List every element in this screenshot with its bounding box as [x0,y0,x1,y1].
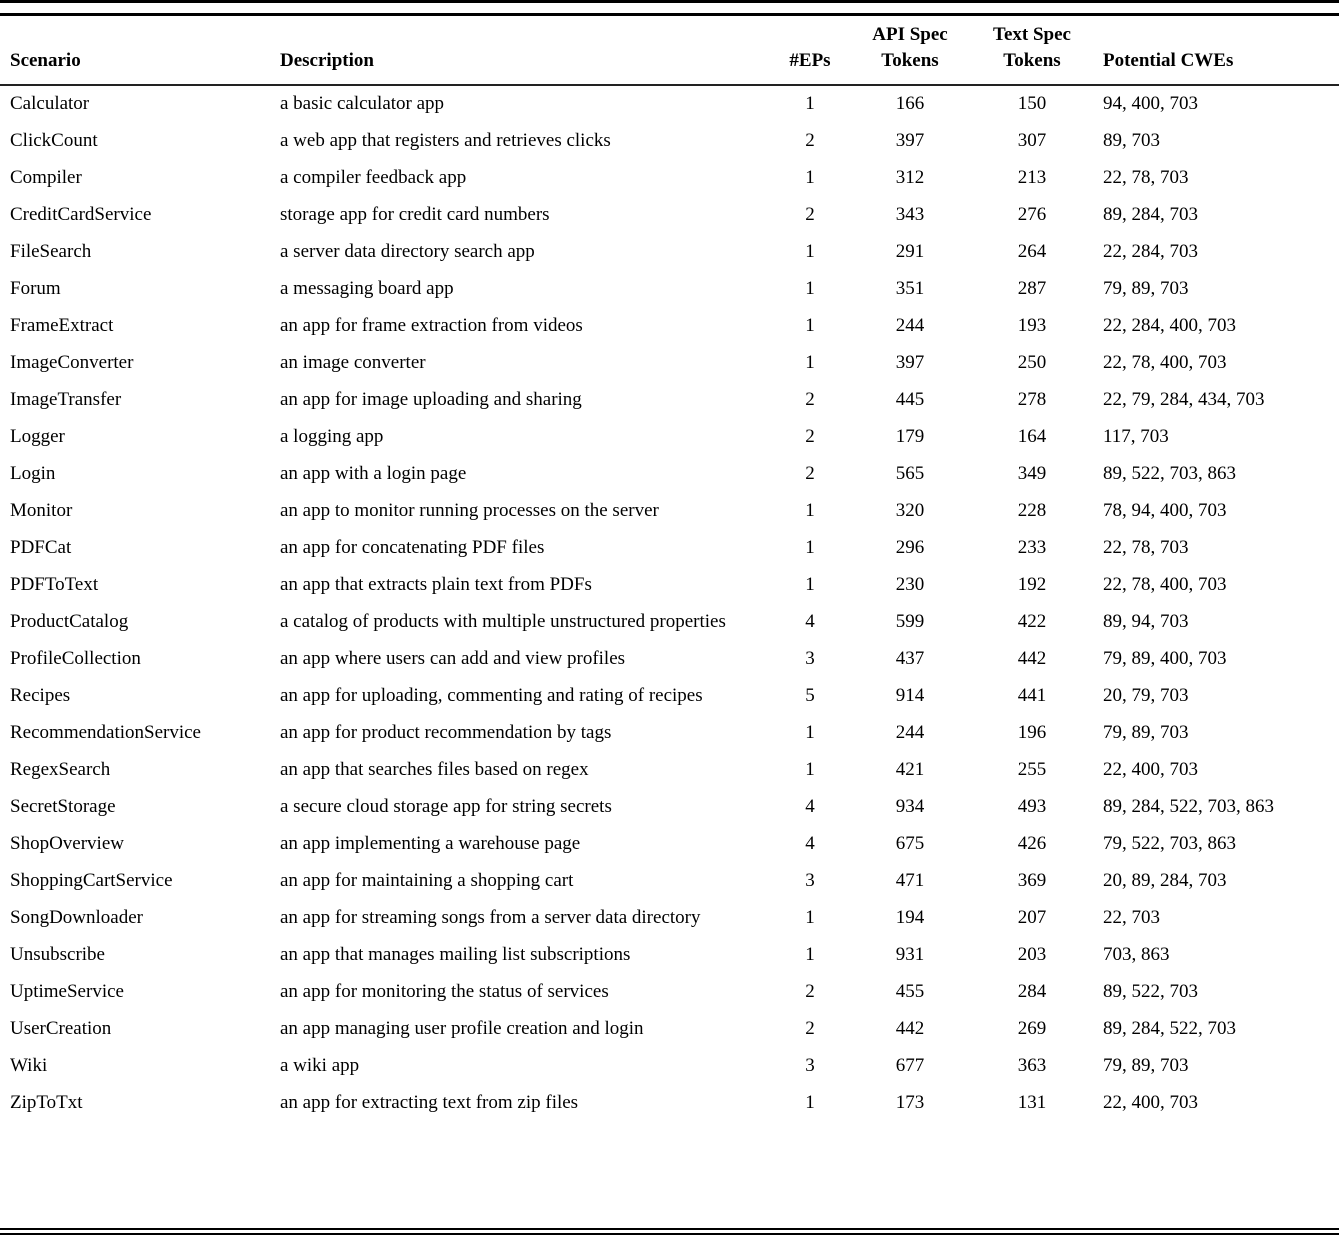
potential-cwes-cell: 79, 89, 703 [1103,722,1189,743]
table-row [0,714,1339,751]
api-spec-tokens-cell: 397 [895,130,925,151]
description-cell: an app for streaming songs from a server data directory [280,907,701,928]
text-spec-tokens-cell: 349 [1017,463,1047,484]
potential-cwes-cell: 89, 703 [1103,130,1160,151]
potential-cwes-cell: 78, 94, 400, 703 [1103,500,1227,521]
text-spec-tokens-cell: 228 [1017,500,1047,521]
table-row [0,751,1339,788]
description-cell: an app for extracting text from zip files [280,1092,579,1113]
text-spec-tokens-cell: 269 [1017,1018,1047,1039]
text-spec-tokens-cell: 192 [1017,574,1047,595]
scenario-cell: CreditCardService [10,204,152,225]
api-spec-tokens-cell: 179 [895,426,925,447]
table-row [0,825,1339,862]
table-row [0,122,1339,159]
table-row [0,640,1339,677]
description-cell: an app for product recommendation by tags [280,722,612,743]
potential-cwes-cell: 703, 863 [1103,944,1170,965]
api-spec-tokens-cell: 599 [895,611,925,632]
table-row [0,1047,1339,1084]
scenario-cell: Wiki [10,1055,48,1076]
description-cell: a logging app [280,426,384,447]
text-spec-tokens-cell: 233 [1017,537,1047,558]
description-cell: an app to monitor running processes on the server [280,500,659,521]
eps-cell: 1 [805,944,815,965]
scenario-cell: ImageTransfer [10,389,122,410]
text-spec-tokens-cell: 442 [1017,648,1047,669]
scenario-cell: Login [10,463,56,484]
column-header-text-spec-tokens [978,22,1086,74]
api-spec-tokens-cell: 455 [895,981,925,1002]
description-cell: storage app for credit card numbers [280,204,550,225]
scenario-cell: Monitor [10,500,73,521]
table-row [0,418,1339,455]
description-cell: an app for monitoring the status of services [280,981,609,1002]
potential-cwes-cell: 22, 79, 284, 434, 703 [1103,389,1265,410]
eps-cell: 4 [805,611,815,632]
column-header-api-spec-tokens [856,22,964,74]
eps-cell: 1 [805,759,815,780]
potential-cwes-cell: 22, 78, 703 [1103,537,1189,558]
eps-cell: 1 [805,167,815,188]
eps-cell: 1 [805,537,815,558]
potential-cwes-cell: 79, 89, 400, 703 [1103,648,1227,669]
table-body [0,85,1339,1121]
column-header-description: Description [280,50,374,71]
description-cell: an app that manages mailing list subscriptions [280,944,631,965]
table-row [0,381,1339,418]
eps-cell: 3 [805,1055,815,1076]
table-header-row [0,0,1339,85]
scenario-cell: PDFCat [10,537,72,558]
potential-cwes-cell: 22, 284, 400, 703 [1103,315,1236,336]
eps-cell: 4 [805,796,815,817]
potential-cwes-cell: 89, 94, 703 [1103,611,1189,632]
description-cell: a messaging board app [280,278,454,299]
text-spec-tokens-cell: 276 [1017,204,1047,225]
table-row [0,788,1339,825]
eps-cell: 1 [805,907,815,928]
eps-cell: 1 [805,352,815,373]
potential-cwes-cell: 79, 522, 703, 863 [1103,833,1236,854]
text-spec-tokens-cell: 307 [1017,130,1047,151]
bottom-rule-outer [0,1233,1339,1235]
description-cell: an app for maintaining a shopping cart [280,870,574,891]
eps-cell: 1 [805,278,815,299]
api-spec-tokens-cell: 351 [895,278,925,299]
scenario-cell: RecommendationService [10,722,201,743]
potential-cwes-cell: 20, 89, 284, 703 [1103,870,1227,891]
table-row [0,1010,1339,1047]
scenario-cell: Recipes [10,685,71,706]
text-spec-tokens-cell: 213 [1017,167,1047,188]
description-cell: a compiler feedback app [280,167,467,188]
text-spec-tokens-cell: 131 [1017,1092,1047,1113]
description-cell: an app for image uploading and sharing [280,389,582,410]
column-header-potential-cwes: Potential CWEs [1103,50,1234,71]
text-spec-tokens-cell: 207 [1017,907,1047,928]
text-spec-tokens-cell: 278 [1017,389,1047,410]
potential-cwes-cell: 22, 78, 703 [1103,167,1189,188]
column-header-scenario: Scenario [10,50,81,71]
api-spec-tokens-cell: 166 [895,93,925,114]
text-spec-tokens-cell: 363 [1017,1055,1047,1076]
scenario-cell: Logger [10,426,65,447]
potential-cwes-cell: 89, 284, 522, 703, 863 [1103,796,1274,817]
description-cell: an app with a login page [280,463,467,484]
eps-cell: 1 [805,722,815,743]
description-cell: a web app that registers and retrieves clicks [280,130,611,151]
column-header-text-spec-line2: Tokens [1003,50,1061,71]
eps-cell: 2 [805,981,815,1002]
eps-cell: 1 [805,315,815,336]
table-row [0,159,1339,196]
description-cell: an app that extracts plain text from PDFs [280,574,592,595]
eps-cell: 1 [805,93,815,114]
api-spec-tokens-cell: 173 [895,1092,925,1113]
text-spec-tokens-cell: 441 [1017,685,1047,706]
table-row [0,862,1339,899]
description-cell: a secure cloud storage app for string secrets [280,796,612,817]
description-cell: a wiki app [280,1055,360,1076]
text-spec-tokens-cell: 164 [1017,426,1047,447]
potential-cwes-cell: 89, 522, 703, 863 [1103,463,1236,484]
scenario-cell: UptimeService [10,981,124,1002]
eps-cell: 1 [805,241,815,262]
text-spec-tokens-cell: 493 [1017,796,1047,817]
api-spec-tokens-cell: 934 [895,796,925,817]
text-spec-tokens-cell: 203 [1017,944,1047,965]
eps-cell: 4 [805,833,815,854]
scenario-cell: ImageConverter [10,352,134,373]
text-spec-tokens-cell: 250 [1017,352,1047,373]
api-spec-tokens-cell: 397 [895,352,925,373]
text-spec-tokens-cell: 150 [1017,93,1047,114]
description-cell: an app for concatenating PDF files [280,537,545,558]
table-row [0,492,1339,529]
potential-cwes-cell: 20, 79, 703 [1103,685,1189,706]
scenario-cell: Unsubscribe [10,944,105,965]
description-cell: an app for frame extraction from videos [280,315,583,336]
eps-cell: 2 [805,1018,815,1039]
scenario-cell: Compiler [10,167,82,188]
scenario-cell: ClickCount [10,130,98,151]
table-row [0,85,1339,122]
api-spec-tokens-cell: 230 [895,574,925,595]
description-cell: an app that searches files based on regex [280,759,589,780]
column-header-api-spec-line2: Tokens [881,50,939,71]
potential-cwes-cell: 89, 284, 522, 703 [1103,1018,1236,1039]
api-spec-tokens-cell: 442 [895,1018,925,1039]
eps-cell: 1 [805,1092,815,1113]
table-row [0,455,1339,492]
description-cell: an app for uploading, commenting and rating of recipes [280,685,703,706]
text-spec-tokens-cell: 426 [1017,833,1047,854]
text-spec-tokens-cell: 287 [1017,278,1047,299]
description-cell: an app where users can add and view profiles [280,648,626,669]
table-row [0,307,1339,344]
table-row [0,973,1339,1010]
text-spec-tokens-cell: 264 [1017,241,1047,262]
text-spec-tokens-cell: 193 [1017,315,1047,336]
potential-cwes-cell: 94, 400, 703 [1103,93,1198,114]
scenario-cell: ShopOverview [10,833,124,854]
api-spec-tokens-cell: 291 [895,241,925,262]
scenario-cell: Calculator [10,93,90,114]
text-spec-tokens-cell: 284 [1017,981,1047,1002]
table-row [0,529,1339,566]
api-spec-tokens-cell: 445 [895,389,925,410]
bottom-rule-inner [0,1228,1339,1230]
potential-cwes-cell: 22, 400, 703 [1103,759,1198,780]
eps-cell: 2 [805,426,815,447]
api-spec-tokens-cell: 675 [895,833,925,854]
api-spec-tokens-cell: 296 [895,537,925,558]
description-cell: a basic calculator app [280,93,445,114]
table-row [0,233,1339,270]
text-spec-tokens-cell: 255 [1017,759,1047,780]
scenario-cell: ShoppingCartService [10,870,173,891]
eps-cell: 2 [805,204,815,225]
table-row [0,677,1339,714]
potential-cwes-cell: 22, 78, 400, 703 [1103,352,1227,373]
description-cell: a catalog of products with multiple unstructured properties [280,611,726,632]
text-spec-tokens-cell: 369 [1017,870,1047,891]
api-spec-tokens-cell: 421 [895,759,925,780]
api-spec-tokens-cell: 320 [895,500,925,521]
potential-cwes-cell: 22, 703 [1103,907,1160,928]
scenario-cell: ProfileCollection [10,648,141,669]
eps-cell: 2 [805,463,815,484]
potential-cwes-cell: 89, 522, 703 [1103,981,1198,1002]
scenario-cell: FrameExtract [10,315,114,336]
description-cell: an app implementing a warehouse page [280,833,581,854]
column-header-api-spec-line1: API Spec [872,24,948,45]
scenario-cell: Forum [10,278,61,299]
scenario-cell: FileSearch [10,241,92,262]
potential-cwes-cell: 22, 400, 703 [1103,1092,1198,1113]
column-header-text-spec-line1: Text Spec [993,24,1071,45]
scenario-cell: UserCreation [10,1018,112,1039]
api-spec-tokens-cell: 931 [895,944,925,965]
scenario-cell: PDFToText [10,574,99,595]
eps-cell: 1 [805,500,815,521]
api-spec-tokens-cell: 677 [895,1055,925,1076]
description-cell: a server data directory search app [280,241,535,262]
api-spec-tokens-cell: 244 [895,722,925,743]
api-spec-tokens-cell: 565 [895,463,925,484]
table-row [0,270,1339,307]
potential-cwes-cell: 22, 78, 400, 703 [1103,574,1227,595]
table-row [0,196,1339,233]
table-row [0,344,1339,381]
api-spec-tokens-cell: 914 [895,685,925,706]
table-row [0,603,1339,640]
potential-cwes-cell: 79, 89, 703 [1103,1055,1189,1076]
column-header-eps: #EPs [789,50,831,71]
table-row [0,1084,1339,1121]
eps-cell: 1 [805,574,815,595]
table-row [0,899,1339,936]
description-cell: an image converter [280,352,426,373]
table-row [0,566,1339,603]
potential-cwes-cell: 117, 703 [1103,426,1169,447]
eps-cell: 2 [805,130,815,151]
eps-cell: 3 [805,870,815,891]
api-spec-tokens-cell: 244 [895,315,925,336]
eps-cell: 3 [805,648,815,669]
eps-cell: 2 [805,389,815,410]
scenario-cell: ZipToTxt [10,1092,83,1113]
table-row [0,936,1339,973]
eps-cell: 5 [805,685,815,706]
scenario-cell: ProductCatalog [10,611,129,632]
description-cell: an app managing user profile creation and login [280,1018,644,1039]
api-spec-tokens-cell: 194 [895,907,925,928]
api-spec-tokens-cell: 471 [895,870,925,891]
potential-cwes-cell: 79, 89, 703 [1103,278,1189,299]
potential-cwes-cell: 22, 284, 703 [1103,241,1198,262]
scenario-cell: SecretStorage [10,796,116,817]
text-spec-tokens-cell: 422 [1017,611,1047,632]
scenario-cell: RegexSearch [10,759,111,780]
scenario-cell: SongDownloader [10,907,143,928]
text-spec-tokens-cell: 196 [1017,722,1047,743]
api-spec-tokens-cell: 312 [895,167,925,188]
potential-cwes-cell: 89, 284, 703 [1103,204,1198,225]
api-spec-tokens-cell: 343 [895,204,925,225]
api-spec-tokens-cell: 437 [895,648,925,669]
